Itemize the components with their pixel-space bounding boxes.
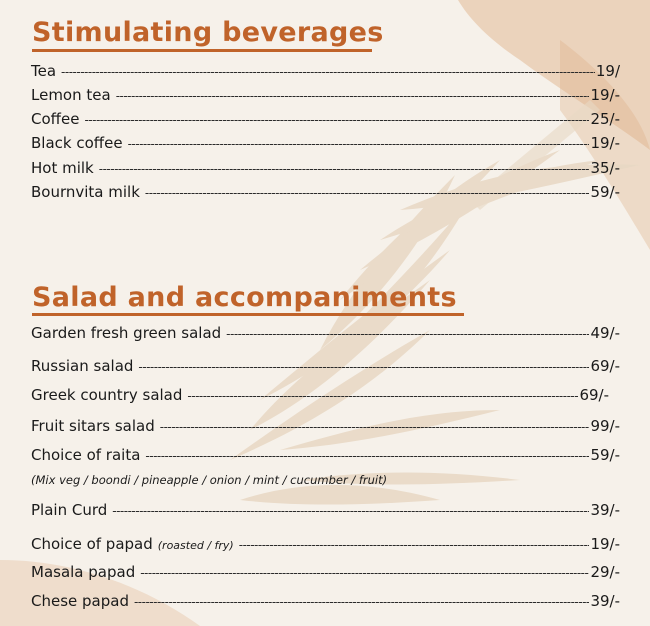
item-name: Choice of raita bbox=[31, 446, 141, 464]
item-price: 69/- bbox=[579, 386, 609, 404]
item-price: 19/ bbox=[595, 62, 620, 80]
dotted-leader bbox=[128, 135, 590, 153]
menu-item bbox=[31, 386, 609, 405]
dotted-leader bbox=[61, 63, 595, 81]
item-name: Fruit sitars salad bbox=[31, 417, 155, 435]
item-name: Coffee bbox=[31, 110, 80, 128]
dotted-leader bbox=[116, 87, 590, 105]
item-price: 69/- bbox=[590, 357, 620, 375]
menu-item bbox=[31, 62, 620, 81]
item-price: 25/- bbox=[590, 110, 620, 128]
menu-item bbox=[31, 592, 620, 611]
item-name: Russian salad bbox=[31, 357, 134, 375]
item-price: 39/- bbox=[590, 592, 620, 610]
menu-item bbox=[31, 501, 620, 520]
dotted-leader bbox=[99, 160, 590, 178]
item-subnote: (Mix veg / boondi / pineapple / onion / mint / cucumber / fruit) bbox=[31, 473, 388, 487]
dotted-leader bbox=[239, 536, 590, 554]
menu-item bbox=[31, 183, 620, 202]
menu-item bbox=[31, 159, 620, 178]
menu-item bbox=[31, 357, 620, 376]
item-name: Plain Curd bbox=[31, 501, 108, 519]
item-name: Bournvita milk bbox=[31, 183, 140, 201]
item-price: 59/- bbox=[590, 446, 620, 464]
section-title-salads: Salad and accompaniments bbox=[32, 282, 457, 313]
menu-item bbox=[31, 446, 620, 465]
item-price: 39/- bbox=[590, 501, 620, 519]
menu-item bbox=[31, 535, 620, 555]
item-name: Hot milk bbox=[31, 159, 94, 177]
section-underline-salads bbox=[32, 313, 464, 316]
dotted-leader bbox=[84, 111, 589, 129]
menu-item bbox=[31, 110, 620, 129]
section-underline-beverages bbox=[32, 49, 372, 52]
dotted-leader bbox=[138, 358, 589, 376]
dotted-leader bbox=[145, 184, 590, 202]
item-price: 19/- bbox=[590, 86, 620, 104]
menu-item bbox=[31, 134, 620, 153]
dotted-leader bbox=[134, 593, 589, 611]
item-note: (roasted / fry) bbox=[157, 539, 234, 552]
item-name: Greek country salad bbox=[31, 386, 183, 404]
dotted-leader bbox=[226, 325, 589, 343]
menu-item bbox=[31, 563, 620, 582]
item-price: 29/- bbox=[590, 563, 620, 581]
menu-item bbox=[31, 86, 620, 105]
item-name: Lemon tea bbox=[31, 86, 111, 104]
dotted-leader bbox=[160, 418, 590, 436]
section-title-beverages: Stimulating beverages bbox=[32, 17, 384, 48]
dotted-leader bbox=[140, 564, 589, 582]
item-price: 49/- bbox=[590, 324, 620, 342]
item-name: Garden fresh green salad bbox=[31, 324, 222, 342]
dotted-leader bbox=[112, 502, 589, 520]
item-name: Choice of papad bbox=[31, 535, 153, 553]
item-name: Chese papad bbox=[31, 592, 129, 610]
dotted-leader bbox=[187, 387, 578, 405]
item-price: 19/- bbox=[590, 134, 620, 152]
item-name: Masala papad bbox=[31, 563, 136, 581]
menu-item bbox=[31, 324, 620, 343]
item-price: 19/- bbox=[590, 535, 620, 553]
item-price: 35/- bbox=[590, 159, 620, 177]
item-name: Black coffee bbox=[31, 134, 123, 152]
item-price: 99/- bbox=[590, 417, 620, 435]
item-name: Tea bbox=[31, 62, 57, 80]
dotted-leader bbox=[145, 447, 589, 465]
menu-item bbox=[31, 417, 620, 436]
item-price: 59/- bbox=[590, 183, 620, 201]
